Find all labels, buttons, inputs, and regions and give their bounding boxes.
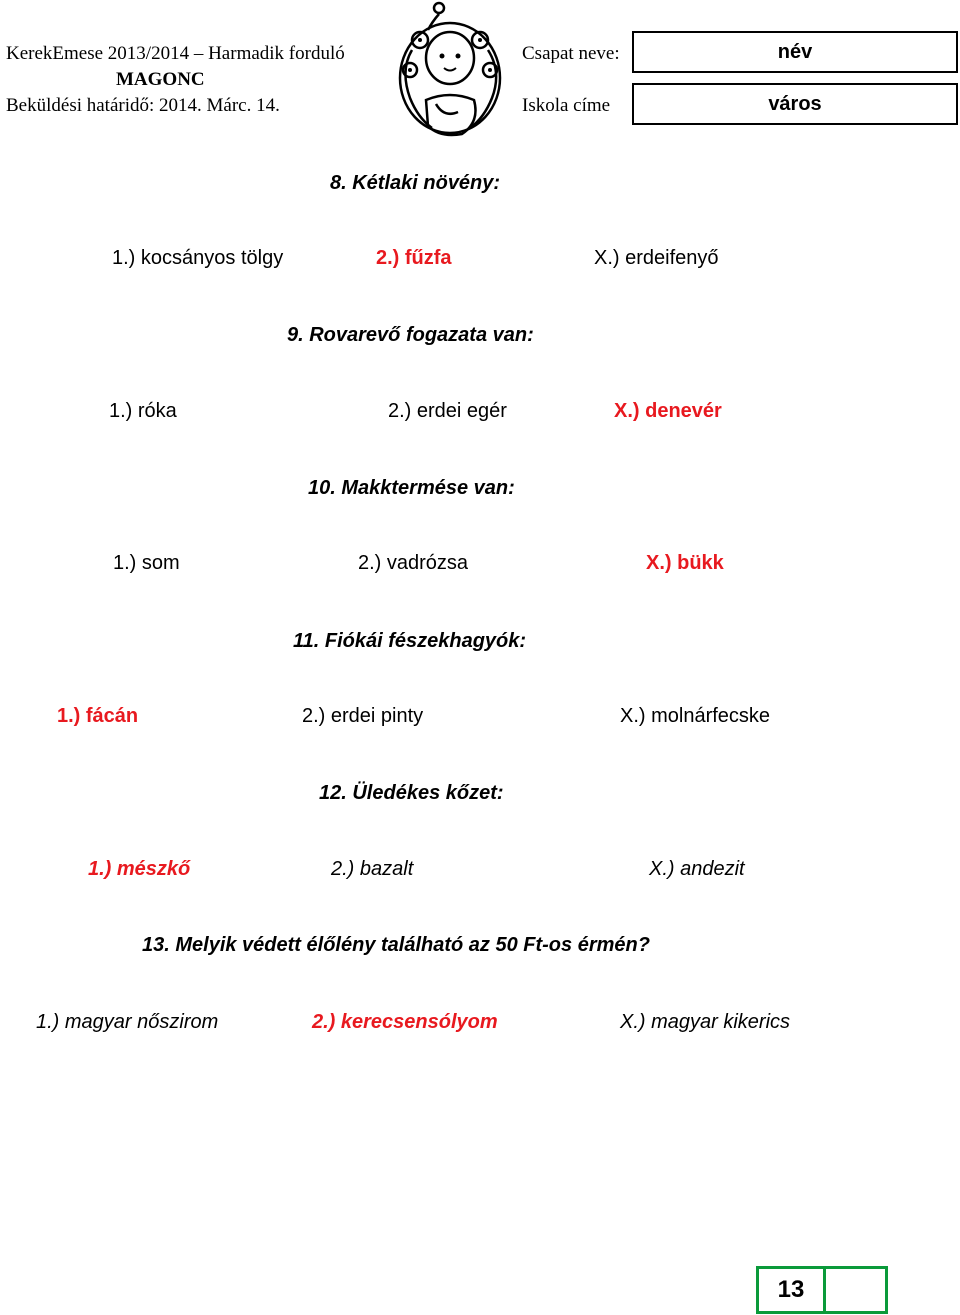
question-9-title: 9. Rovarevő fogazata van: <box>287 324 534 346</box>
question-9-answer-2: 2.) erdei egér <box>388 400 507 422</box>
question-8-answer-x: X.) erdeifenyő <box>594 247 719 269</box>
question-11-answer-2: 2.) erdei pinty <box>302 705 424 727</box>
question-8-title: 8. Kétlaki növény: <box>330 172 501 194</box>
girl-illustration-logo <box>392 0 510 140</box>
question-13-answer-x: X.) magyar kikerics <box>620 1011 791 1033</box>
team-label: Csapat neve: <box>522 43 620 64</box>
question-11-answer-x: X.) molnárfecske <box>620 705 771 727</box>
question-9-answer-x: X.) denevér <box>614 400 722 422</box>
question-9-answer-1: 1.) róka <box>109 400 177 422</box>
question-13-answer-1: 1.) magyar nőszirom <box>36 1011 219 1033</box>
question-8-answer-2: 2.) fűzfa <box>376 247 452 269</box>
question-12-answer-1: 1.) mészkő <box>88 858 191 880</box>
question-10-answer-x: X.) bükk <box>646 552 724 574</box>
score-value: 13 <box>759 1269 826 1311</box>
question-12-answer-2: 2.) bazalt <box>331 858 414 880</box>
question-8-answer-1: 1.) kocsányos tölgy <box>112 247 284 269</box>
question-10-title: 10. Makktermése van: <box>308 477 515 499</box>
deadline: Beküldési határidő: 2014. Márc. 14. <box>6 95 280 116</box>
school-label: Iskola címe <box>522 95 611 116</box>
question-10-answer-2: 2.) vadrózsa <box>358 552 469 574</box>
question-12-title: 12. Üledékes kőzet: <box>319 782 504 804</box>
contest-title: KerekEmese 2013/2014 – Harmadik forduló <box>6 43 345 64</box>
score-box <box>756 1266 888 1314</box>
question-12-answer-x: X.) andezit <box>649 858 745 880</box>
question-13-answer-2: 2.) kerecsensólyom <box>312 1011 498 1033</box>
city-field[interactable]: város <box>632 83 958 125</box>
question-11-title: 11. Fiókái fészekhagyók: <box>293 630 527 652</box>
score-empty-cell[interactable] <box>826 1269 885 1311</box>
name-field[interactable]: név <box>632 31 958 73</box>
team-name: MAGONC <box>116 69 205 90</box>
question-11-answer-1: 1.) fácán <box>57 705 139 727</box>
question-13-title: 13. Melyik védett élőlény található az 50 Ft-os érmén? <box>142 934 650 956</box>
question-10-answer-1: 1.) som <box>113 552 180 574</box>
